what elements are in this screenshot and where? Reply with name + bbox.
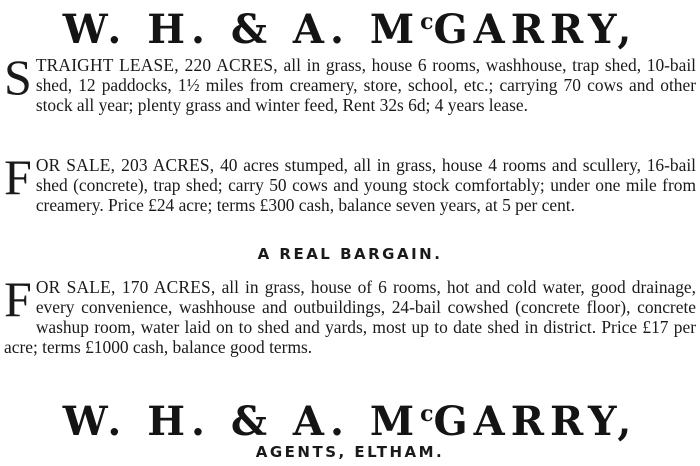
agency-name-sup: c bbox=[420, 401, 434, 427]
listing-sale-170-acres bbox=[4, 271, 696, 357]
listing-lead: OR SALE, 170 ACRES, bbox=[35, 277, 216, 297]
agency-name-heading-bottom bbox=[0, 392, 700, 444]
real-bargain-subhead: A REAL BARGAIN. bbox=[257, 245, 443, 263]
listing-body: all in grass, house of 6 rooms, hot and cold water, good drainage, every convenience, washhouse and outbuildings, 24-bail cowshed (concrete floor), concrete washup room, water laid on to shed and yards, most up to date shed in district. Price £17 per acre; terms £1000 cash, balance good terms. bbox=[4, 277, 696, 357]
listing-body: all in grass, house 6 rooms, washhouse, trap shed, 10-bail shed, 12 paddocks, 1½ miles from creamery, store, school, etc.; carrying 70 cows and other stock all year; plenty grass and winter feed, Rent 32s 6d; 4 years lease. bbox=[35, 55, 697, 115]
agency-name-heading-top bbox=[0, 0, 700, 52]
listing-dropcap: F bbox=[4, 149, 32, 205]
agency-name-prefix: W. H. & A. M bbox=[62, 6, 421, 53]
listing-lead: OR SALE, 203 ACRES, bbox=[35, 155, 215, 175]
listing-lead: TRAIGHT LEASE, 220 ACRES, bbox=[35, 55, 278, 75]
listing-body: 40 acres stumped, all in grass, house 4 rooms and scullery, 16-bail shed (concrete), trap shed; carry 50 cows and young stock comfortably; under one mile from creamery. Price £24 acre; terms £300 cash, balance seven years, at 5 per cent. bbox=[35, 155, 696, 215]
agency-name-suffix: GARRY, bbox=[433, 398, 638, 445]
listing-dropcap: F bbox=[4, 271, 32, 327]
agency-name-sup: c bbox=[420, 9, 434, 35]
listing-lease-220-acres bbox=[4, 49, 697, 115]
agency-name-suffix: GARRY, bbox=[433, 6, 638, 53]
listing-sale-203-acres bbox=[4, 149, 696, 215]
listing-dropcap: S bbox=[4, 49, 32, 105]
agency-name-prefix: W. H. & A. M bbox=[62, 398, 421, 445]
agents-location-footer: AGENTS, ELTHAM. bbox=[255, 443, 445, 461]
